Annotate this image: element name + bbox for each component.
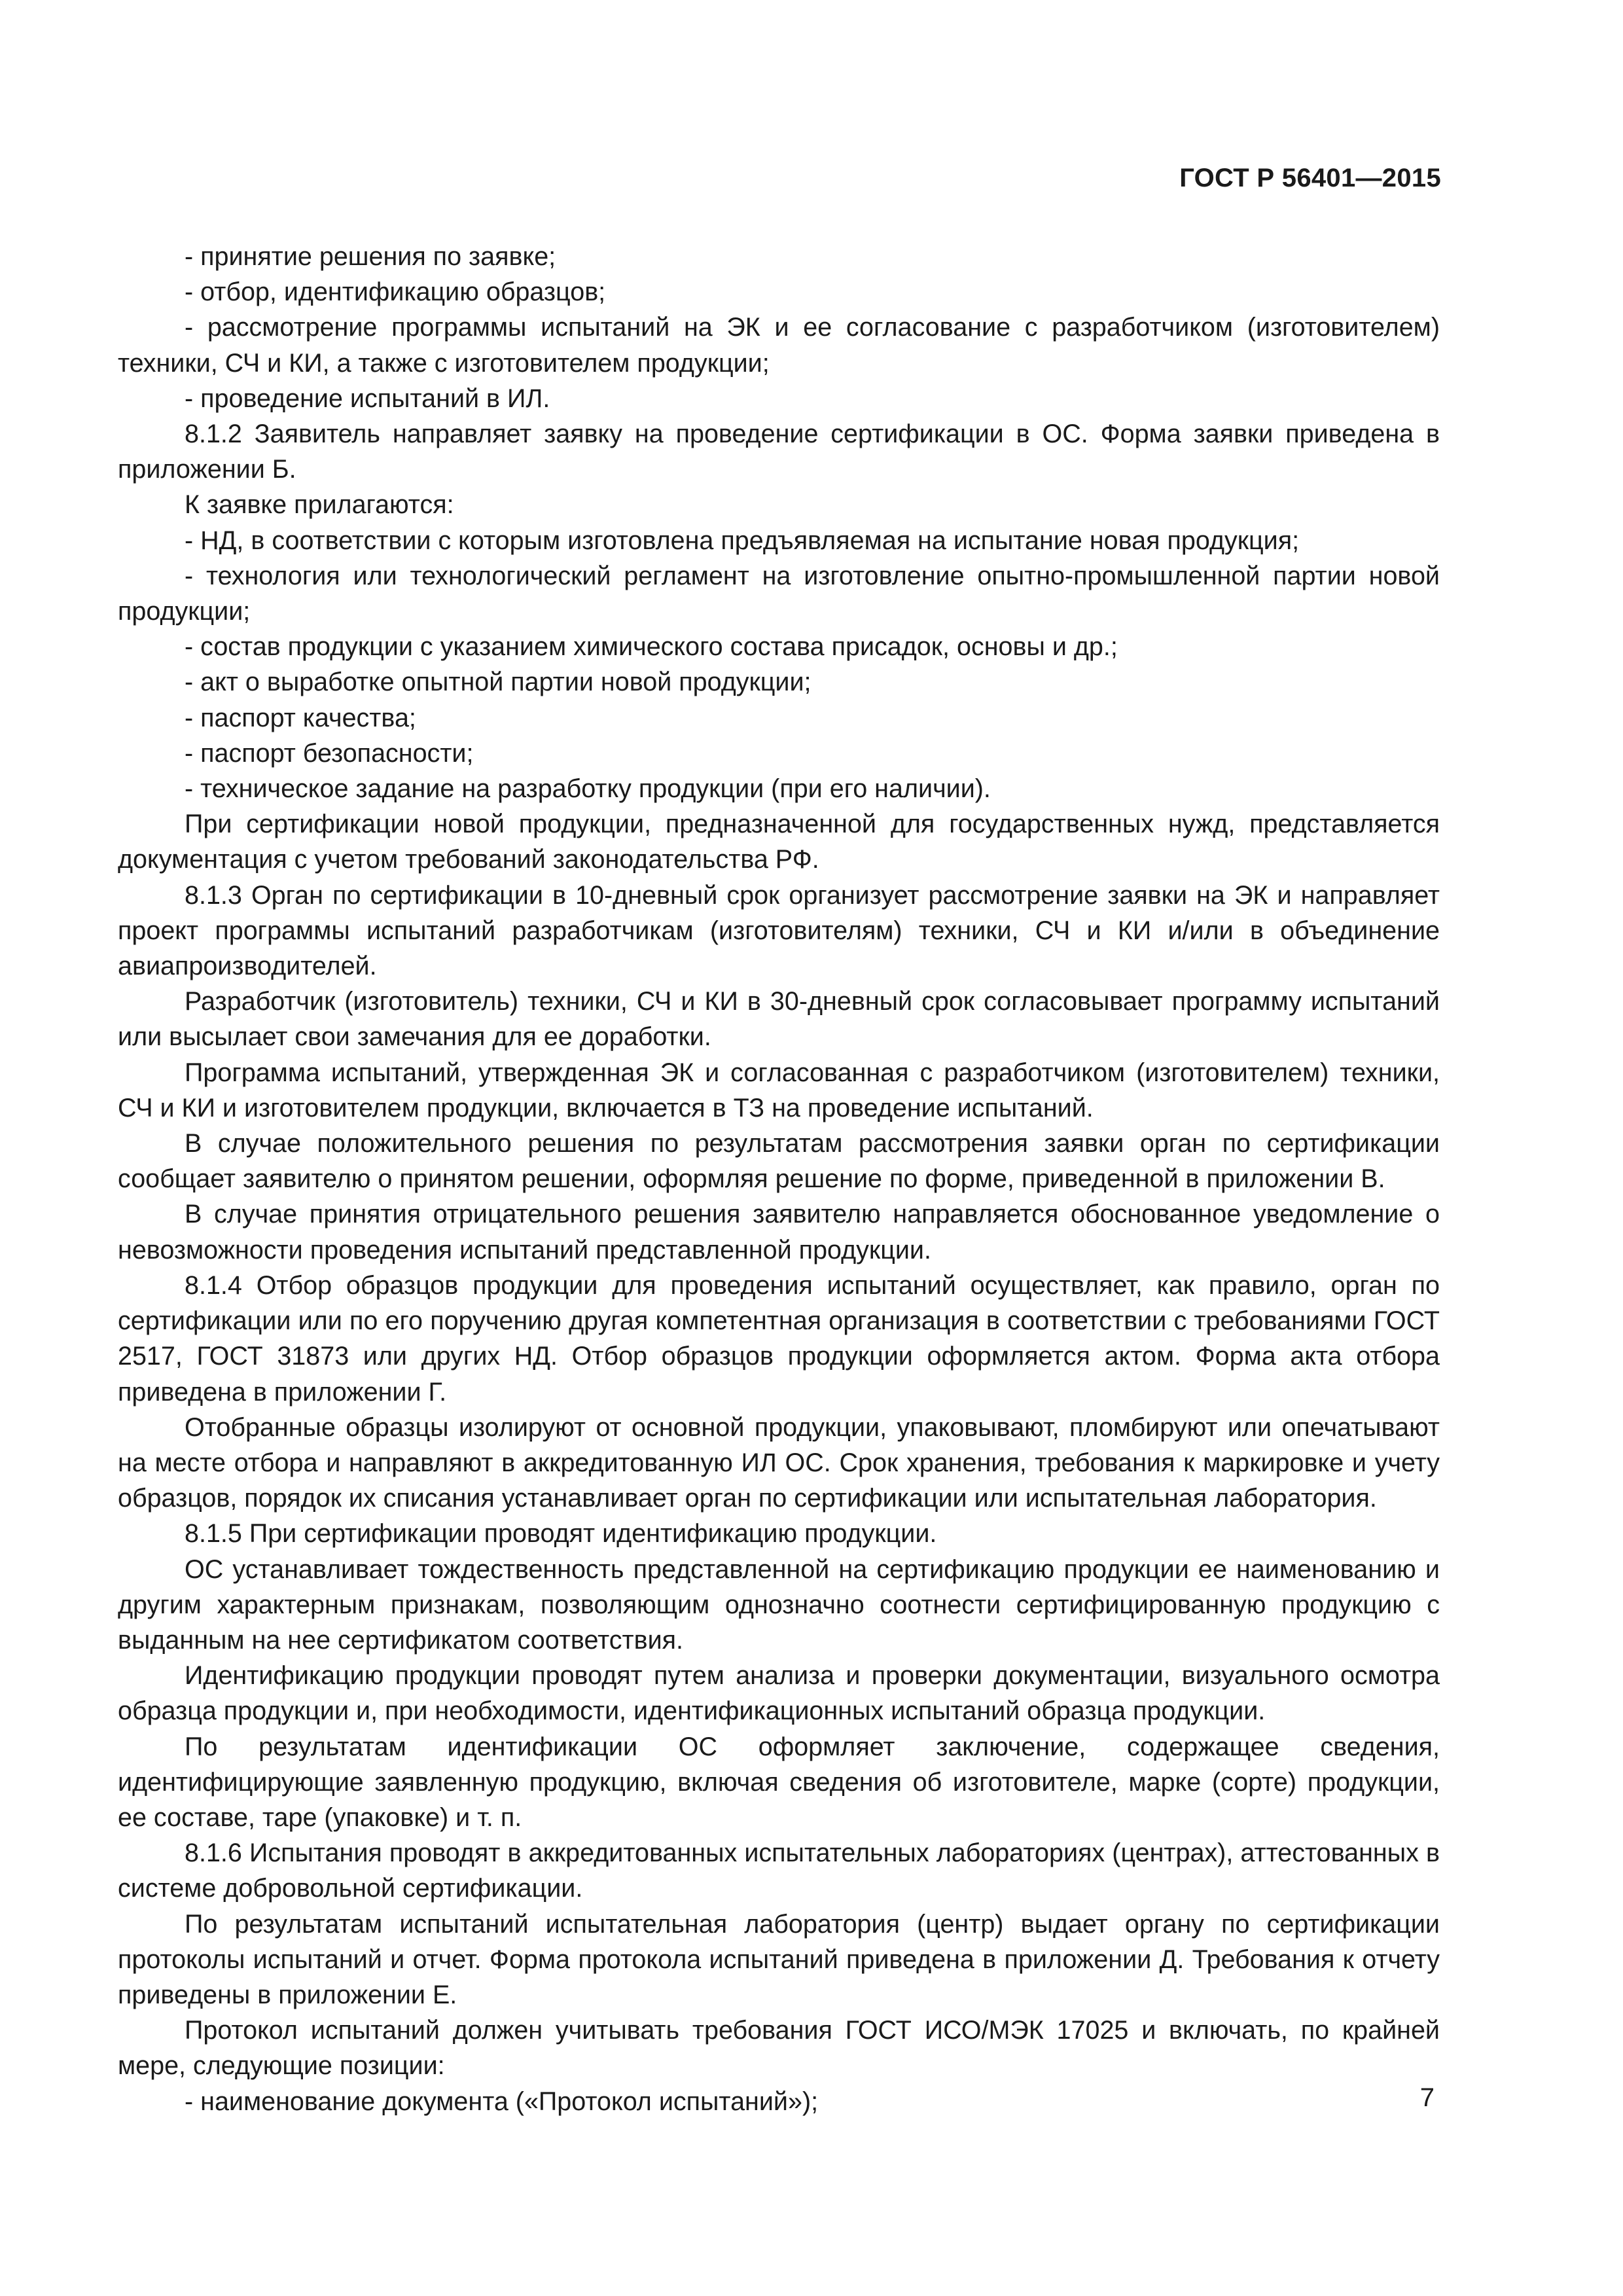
paragraph: - состав продукции с указанием химического состава присадок, основы и др.; bbox=[185, 632, 1118, 662]
paragraph: - НД, в соответствии с которым изготовлена предъявляемая на испытание новая продукция; bbox=[185, 526, 1300, 555]
paragraph: Программа испытаний, утвержденная ЭК и согласованная с разработчиком (изготовителем) техники, СЧ и КИ и изготовителем продукции, включается в ТЗ на проведение испытаний. bbox=[118, 1058, 1440, 1122]
paragraph: - проведение испытаний в ИЛ. bbox=[185, 384, 550, 413]
paragraph: - отбор, идентификацию образцов; bbox=[185, 278, 606, 307]
paragraph: В случае принятия отрицательного решения заявителю направляется обоснованное уведомление о невозможности проведения испытаний представленной продукции. bbox=[118, 1200, 1440, 1265]
paragraph: По результатам испытаний испытательная лаборатория (центр) выдает органу по сертификации протоколы испытаний и отчет. Форма протокола испытаний приведена в приложении Д. Требования к отчету приведены в приложении Е. bbox=[118, 1909, 1440, 2009]
body-text bbox=[118, 239, 1440, 2119]
paragraph: - рассмотрение программы испытаний на ЭК и ее согласование с разработчиком (изготовителем) техники, СЧ и КИ, а также с изготовителем продукции; bbox=[118, 313, 1440, 378]
paragraph: 8.1.5 При сертификации проводят идентификацию продукции. bbox=[185, 1519, 937, 1549]
paragraph: 8.1.4 Отбор образцов продукции для проведения испытаний осуществляет, как правило, орган по сертификации или по его поручению другая компетентная организация в соответствии с требованиями ГОСТ 2517, ГОСТ 31873 или других НД. Отбор образцов продукции оформляется актом. Форма акта отбора приведена в приложении Г. bbox=[118, 1270, 1440, 1407]
page-number: 7 bbox=[1419, 2083, 1435, 2112]
paragraph: Отобранные образцы изолируют от основной продукции, упаковывают, пломбируют или опечатывают на месте отбора и направляют в аккредитованную ИЛ ОС. Срок хранения, требования к маркировке и учету образцов, порядок их списания устанавливает орган по сертификации или испытательная лаборатория. bbox=[118, 1412, 1440, 1513]
paragraph: - наименование документа («Протокол испытаний»); bbox=[185, 2087, 819, 2116]
paragraph: - техническое задание на разработку продукции (при его наличии). bbox=[185, 774, 991, 804]
paragraph: К заявке прилагаются: bbox=[185, 490, 454, 520]
paragraph: По результатам идентификации ОС оформляет заключение, содержащее сведения, идентифицирующие заявленную продукцию, включая сведения об изготовителе, марке (сорте) продукции, ее составе, таре (упаковке) и т. п. bbox=[118, 1732, 1440, 1832]
paragraph: - принятие решения по заявке; bbox=[185, 242, 556, 271]
paragraph: - паспорт безопасности; bbox=[185, 738, 474, 768]
paragraph: 8.1.3 Орган по сертификации в 10-дневный срок организует рассмотрение заявки на ЭК и направляет проект программы испытаний разработчикам (изготовителям) техники, СЧ и КИ и/или в объединение авиапроизводителей. bbox=[118, 880, 1440, 981]
paragraph: ОС устанавливает тождественность представленной на сертификацию продукции ее наименованию и другим характерным признакам, позволяющим однозначно соотнести сертифицированную продукцию с выданным на нее сертификатом соответствия. bbox=[118, 1554, 1440, 1655]
paragraph: В случае положительного решения по результатам рассмотрения заявки орган по сертификации сообщает заявителю о принятом решении, оформляя решение по форме, приведенной в приложении В. bbox=[118, 1129, 1440, 1194]
paragraph: - технология или технологический регламент на изготовление опытно-промышленной партии новой продукции; bbox=[118, 561, 1440, 626]
paragraph: 8.1.6 Испытания проводят в аккредитованных испытательных лабораториях (центрах), аттестованных в системе добровольной сертификации. bbox=[118, 1839, 1440, 1903]
document-code: ГОСТ Р 56401—2015 bbox=[1179, 164, 1441, 192]
paragraph: Протокол испытаний должен учитывать требования ГОСТ ИСО/МЭК 17025 и включать, по крайней мере, следующие позиции: bbox=[118, 2016, 1440, 2081]
paragraph: 8.1.2 Заявитель направляет заявку на проведение сертификации в ОС. Форма заявки приведена в приложении Б. bbox=[118, 420, 1440, 484]
paragraph: - акт о выработке опытной партии новой продукции; bbox=[185, 668, 812, 697]
paragraph: При сертификации новой продукции, предназначенной для государственных нужд, представляется документация с учетом требований законодательства РФ. bbox=[118, 810, 1440, 874]
paragraph: Идентификацию продукции проводят путем анализа и проверки документации, визуального осмотра образца продукции и, при необходимости, идентификационных испытаний образца продукции. bbox=[118, 1661, 1440, 1726]
paragraph: Разработчик (изготовитель) техники, СЧ и КИ в 30-дневный срок согласовывает программу испытаний или высылает свои замечания для ее доработки. bbox=[118, 987, 1440, 1052]
paragraph: - паспорт качества; bbox=[185, 703, 416, 732]
